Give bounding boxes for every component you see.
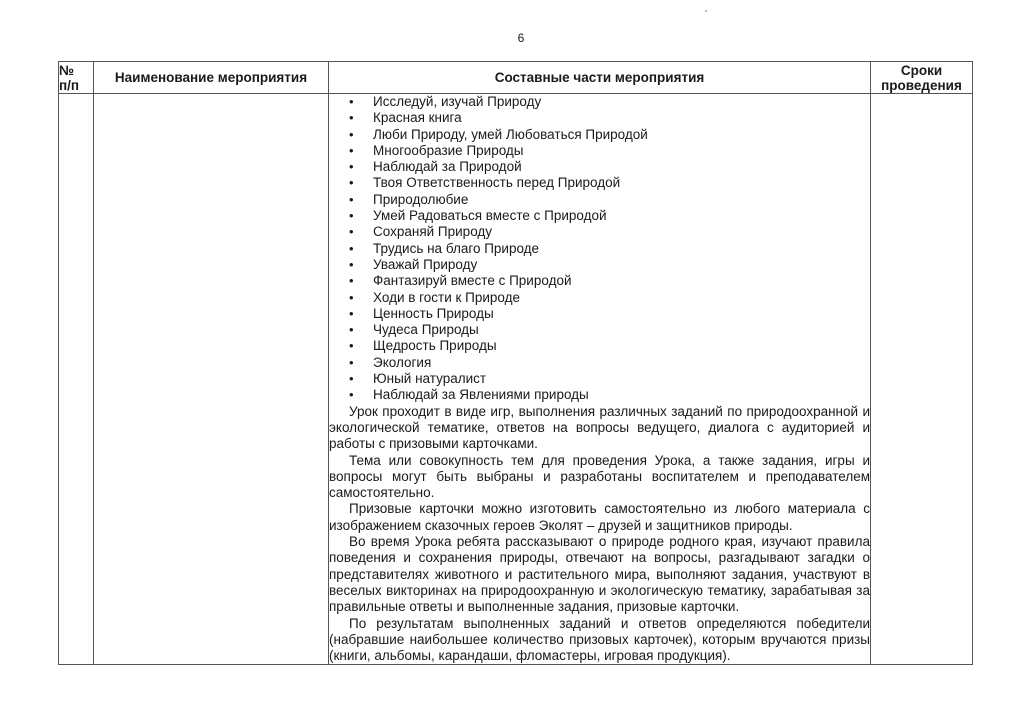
list-item xyxy=(329,127,870,143)
bullet-icon: • xyxy=(349,289,354,305)
paragraph: По результатам выполненных заданий и ответов определяются победители (набравшие наибольшее количество призовых карточек), которым вручаются призы (книги, альбомы, карандаши, фломастеры, игровая продукция). xyxy=(329,615,870,664)
header-event-parts: Составные части мероприятия xyxy=(329,62,871,94)
list-item-text: Многообразие Природы xyxy=(373,142,524,158)
list-item-text: Умей Радоваться вместе с Природой xyxy=(373,208,607,224)
header-dates-line2: проведения xyxy=(881,77,962,93)
list-item-text: Наблюдай за Явлениями природы xyxy=(373,387,589,403)
bullet-icon: • xyxy=(349,126,354,142)
bullet-icon: • xyxy=(349,208,354,224)
list-item xyxy=(329,338,870,354)
paragraph: Урок проходит в виде игр, выполнения различных заданий по природоохранной и экологической тематике, ответов на вопросы ведущего, диалога с аудиторией и работы с призовыми карточками. xyxy=(329,403,870,452)
list-item xyxy=(329,110,870,126)
events-table xyxy=(58,61,973,665)
bullet-icon: • xyxy=(349,322,354,338)
list-item-text: Люби Природу, умей Любоваться Природой xyxy=(373,126,648,142)
cell-event-parts xyxy=(329,94,871,665)
bullet-icon: • xyxy=(349,94,354,109)
bullet-icon: • xyxy=(349,387,354,403)
table-row xyxy=(59,94,973,665)
bullet-icon: • xyxy=(349,273,354,289)
list-item xyxy=(329,175,870,191)
bullet-icon: • xyxy=(349,305,354,321)
list-item xyxy=(329,387,870,403)
paragraph: Призовые карточки можно изготовить самостоятельно из любого материала с изображением сказочных героев Эколят – друзей и защитников природы. xyxy=(329,501,870,533)
list-item xyxy=(329,241,870,257)
header-dates xyxy=(871,62,973,94)
header-number xyxy=(59,62,94,94)
bullet-icon: • xyxy=(349,110,354,126)
list-item xyxy=(329,371,870,387)
topics-bullet-list xyxy=(329,94,870,404)
list-item xyxy=(329,257,870,273)
list-item xyxy=(329,273,870,289)
list-item-text: Красная книга xyxy=(373,110,462,126)
list-item xyxy=(329,322,870,338)
list-item-text: Природолюбие xyxy=(373,191,469,207)
list-item xyxy=(329,159,870,175)
cell-event-name xyxy=(94,94,329,665)
table-header-row xyxy=(59,62,973,94)
list-item-text: Ценность Природы xyxy=(373,305,494,321)
paragraph: Тема или совокупность тем для проведения Урока, а также задания, игры и вопросы могут быть выбраны и разработаны воспитателем и преподавателем самостоятельно. xyxy=(329,452,870,501)
list-item-text: Фантазируй вместе с Природой xyxy=(373,273,572,289)
scan-speck xyxy=(705,10,707,12)
bullet-icon: • xyxy=(349,371,354,387)
header-event-name: Наименование мероприятия xyxy=(94,62,329,94)
bullet-icon: • xyxy=(349,240,354,256)
cell-dates xyxy=(871,94,973,665)
list-item-text: Уважай Природу xyxy=(373,256,478,272)
bullet-icon: • xyxy=(349,256,354,272)
list-item-text: Щедрость Природы xyxy=(373,338,497,354)
header-dates-line1: Сроки xyxy=(900,62,943,78)
list-item-text: Экология xyxy=(373,354,432,370)
bullet-icon: • xyxy=(349,338,354,354)
cell-number xyxy=(59,94,94,665)
list-item xyxy=(329,94,870,110)
list-item-text: Сохраняй Природу xyxy=(373,224,493,240)
bullet-icon: • xyxy=(349,142,354,158)
list-item xyxy=(329,290,870,306)
list-item-text: Наблюдай за Природой xyxy=(373,159,522,175)
bullet-icon: • xyxy=(349,354,354,370)
list-item-text: Чудеса Природы xyxy=(373,322,479,338)
header-number-line2: п/п xyxy=(59,77,80,93)
list-item-text: Исследуй, изучай Природу xyxy=(373,94,542,109)
bullet-icon: • xyxy=(349,224,354,240)
page-number: 6 xyxy=(517,31,525,45)
paragraph: Во время Урока ребята рассказывают о природе родного края, изучают правила поведения и сохранения природы, отвечают на вопросы, разгадывают загадки о представителях животного и растительного мира, выполняют задания, участвуют в веселых викторинах на природоохранную и экологическую тематику, зарабатывая за правильные ответы и выполненные задания, призовые карточки. xyxy=(329,534,870,615)
list-item xyxy=(329,143,870,159)
list-item-text: Ходи в гости к Природе xyxy=(373,289,521,305)
bullet-icon: • xyxy=(349,175,354,191)
list-item-text: Юный натуралист xyxy=(373,371,487,387)
list-item xyxy=(329,224,870,240)
bullet-icon: • xyxy=(349,191,354,207)
list-item xyxy=(329,355,870,371)
list-item-text: Твоя Ответственность перед Природой xyxy=(373,175,621,191)
list-item xyxy=(329,192,870,208)
list-item xyxy=(329,208,870,224)
list-item xyxy=(329,306,870,322)
header-number-line1: № xyxy=(59,62,75,78)
bullet-icon: • xyxy=(349,159,354,175)
description-paragraphs xyxy=(329,404,870,665)
list-item-text: Трудись на благо Природе xyxy=(373,240,540,256)
